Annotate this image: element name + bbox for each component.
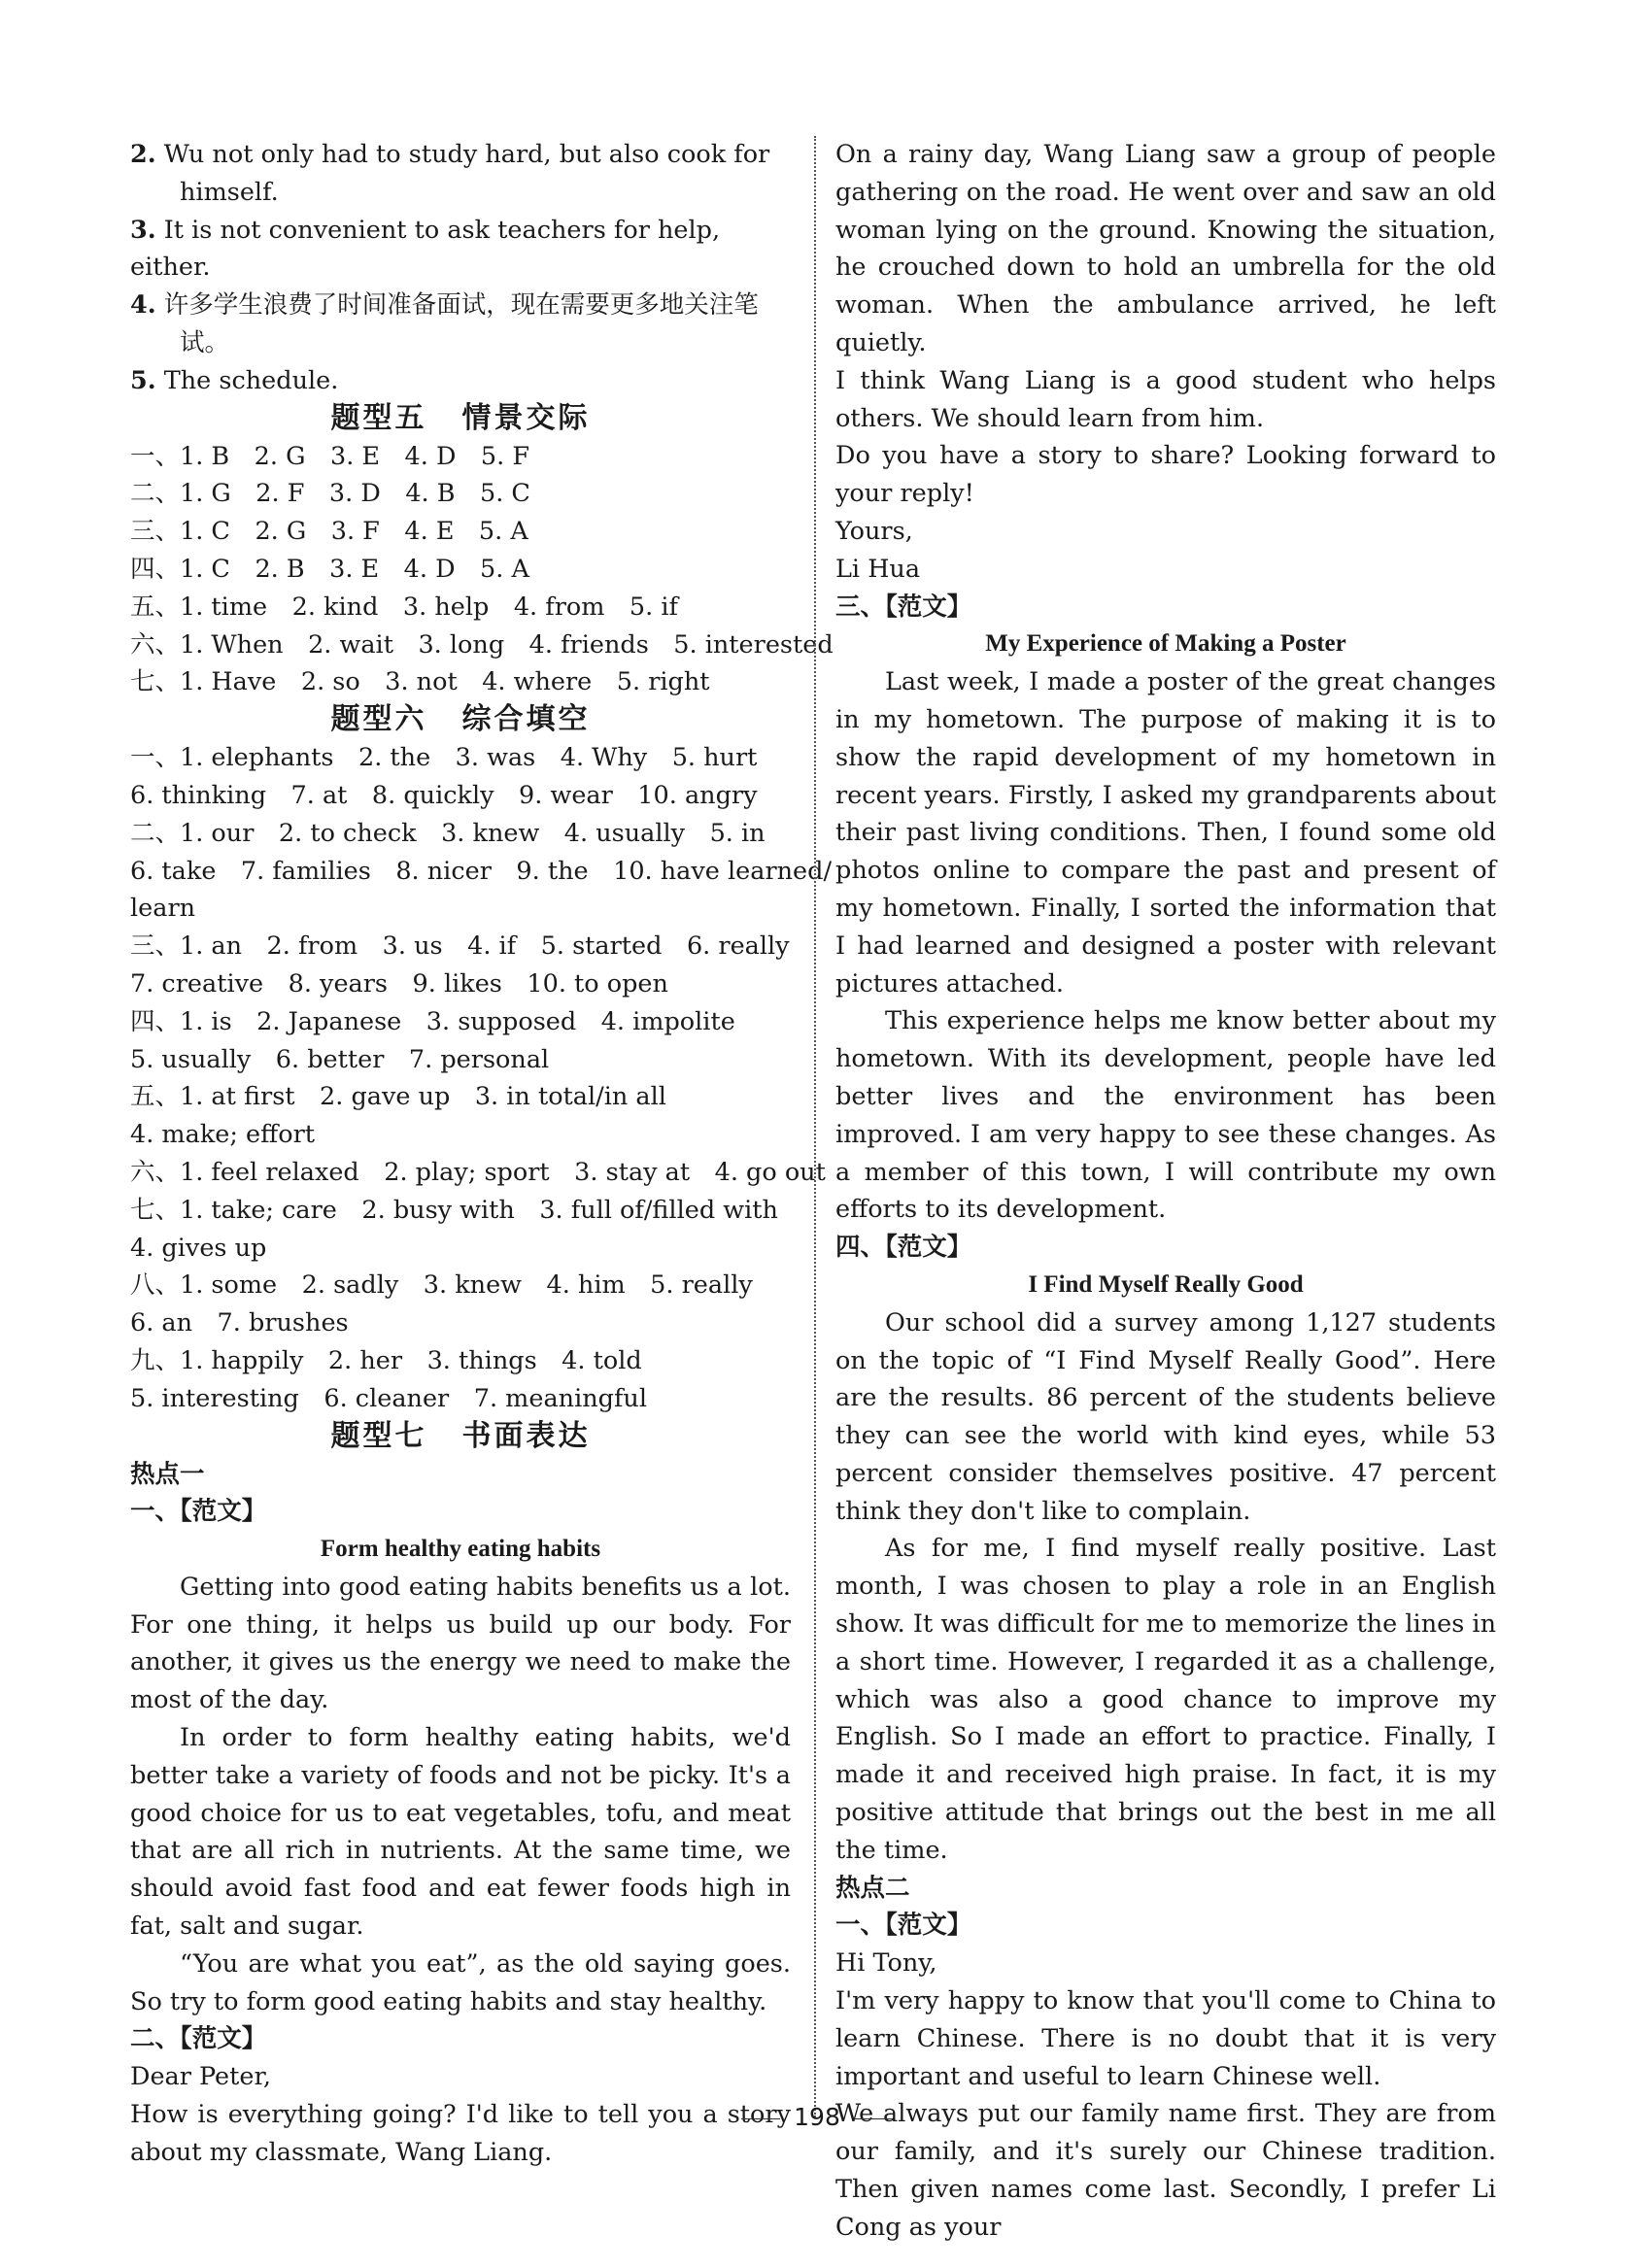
answer-3: 3. It is not convenient to ask teachers for help, either. bbox=[130, 215, 721, 283]
essay-paragraph: On a rainy day, Wang Liang saw a group of people gathering on the road. He went over and saw an old woman lying on the ground. Knowing the situation, he crouched down to hold an umbrella for the old woman. When the ambulance arrived, he left quietly. bbox=[835, 140, 1496, 357]
type5-answers bbox=[130, 438, 834, 702]
answer-5: 5. The schedule. bbox=[130, 365, 339, 395]
essay-paragraph: Our school did a survey among 1,127 students on the topic of “I Find Myself Really Good”. Here are the results. 86 percent of the students believe they can see the world with kind eyes, while 53 percent consider themselves positive. 47 percent think they don't like to complain. bbox=[835, 1307, 1496, 1526]
answer-row: 四、1. is 2. Japanese 3. supposed 4. impolite bbox=[130, 1006, 735, 1036]
answer-row: 七、1. take; care 2. busy with 3. full of/filled with bbox=[130, 1195, 778, 1225]
answer-row: 5. interesting 6. cleaner 7. meaningful bbox=[130, 1383, 647, 1413]
answer-row: 六、1. When 2. wait 3. long 4. friends 5. interested bbox=[130, 629, 834, 660]
answer-row: 4. gives up bbox=[130, 1233, 267, 1263]
answer-row: 二、1. G 2. F 3. D 4. B 5. C bbox=[130, 479, 530, 509]
answer-row: 四、1. C 2. B 3. E 4. D 5. A bbox=[130, 554, 529, 584]
answer-row: 五、1. time 2. kind 3. help 4. from 5. if bbox=[130, 592, 678, 622]
essay-title: I Find Myself Really Good bbox=[1028, 1270, 1304, 1298]
answer-row: 六、1. feel relaxed 2. play; sport 3. stay at 4. go out bbox=[130, 1157, 826, 1187]
page-number: 198 bbox=[0, 2103, 1634, 2131]
essay-title: My Experience of Making a Poster bbox=[985, 630, 1346, 658]
section-heading-type5: 题型五 情景交际 bbox=[330, 400, 591, 435]
essay-paragraph: I think Wang Liang is a good student who helps others. We should learn from him. bbox=[835, 365, 1496, 433]
answer-row: 6. thinking 7. at 8. quickly 9. wear 10. angry bbox=[130, 780, 758, 810]
letter-signature: Li Hua bbox=[835, 554, 921, 584]
letter-greeting: Dear Peter, bbox=[130, 2062, 271, 2092]
essay-paragraph: I'm very happy to know that you'll come to China to learn Chinese. There is no doubt that it is very important and useful to learn Chinese well. bbox=[835, 1986, 1496, 2091]
essay-title: Form healthy eating habits bbox=[320, 1536, 601, 1563]
answer-row: 5. usually 6. better 7. personal bbox=[130, 1044, 550, 1074]
essay-paragraph: How is everything going? I'd like to tell you a story about my classmate, Wang Liang. bbox=[130, 2100, 791, 2167]
answer-row: 7. creative 8. years 9. likes 10. to open bbox=[130, 968, 668, 999]
answer-row: 4. make; effort bbox=[130, 1120, 316, 1150]
essay-label: 一、【范文】 bbox=[835, 1911, 972, 1941]
hot-topic-1: 热点一 bbox=[130, 1459, 205, 1489]
page-number-dash-left bbox=[741, 2118, 780, 2119]
essay-paragraph: “You are what you eat”, as the old saying goes. So try to form good eating habits and stay healthy. bbox=[130, 1948, 791, 2016]
answer-row: learn bbox=[130, 894, 196, 924]
letter-closing: Yours, bbox=[835, 516, 913, 546]
answer-row: 一、1. B 2. G 3. E 4. D 5. F bbox=[130, 441, 530, 471]
answer-2: 2. Wu not only had to study hard, but also cook for himself. bbox=[130, 140, 770, 207]
essay-paragraph: We always put our family name first. They are from our family, and it's surely our Chinese tradition. Then given names come last. Secondly, I prefer Li Cong as your bbox=[835, 2099, 1496, 2242]
answer-row: 三、1. C 2. G 3. F 4. E 5. A bbox=[130, 517, 528, 547]
answer-row: 二、1. our 2. to check 3. knew 4. usually 5. in bbox=[130, 818, 766, 848]
essay-paragraph: Getting into good eating habits benefits us a lot. For one thing, it helps us build up our body. For another, it gives us the energy we need to make the most of the day. bbox=[130, 1572, 791, 1715]
essay-label: 四、【范文】 bbox=[835, 1233, 972, 1263]
essay-label: 三、【范文】 bbox=[835, 592, 972, 622]
hot-topic-2: 热点二 bbox=[835, 1873, 910, 1903]
answer-row: 一、1. elephants 2. the 3. was 4. Why 5. hurt bbox=[130, 743, 758, 773]
right-column bbox=[835, 136, 1496, 2247]
answer-4: 4. 许多学生浪费了时间准备面试，现在需要更多地关注笔试。 bbox=[130, 290, 759, 357]
answer-row: 6. an 7. brushes bbox=[130, 1308, 349, 1338]
essay-paragraph: Do you have a story to share? Looking forward to your reply! bbox=[835, 441, 1496, 509]
answer-row: 五、1. at first 2. gave up 3. in total/in all bbox=[130, 1082, 666, 1112]
essay-label: 二、【范文】 bbox=[130, 2024, 267, 2054]
column-divider bbox=[814, 136, 816, 2117]
essay-paragraph: Last week, I made a poster of the great changes in my hometown. The purpose of making it is to show the rapid development of my hometown in recent years. Firstly, I asked my grandparents about their past living conditions. Then, I found some old photos online to compare the past and present of my hometown. Finally, I sorted the information that I had learned and designed a poster with relevant pictures attached. bbox=[835, 667, 1496, 999]
answer-row: 九、1. happily 2. her 3. things 4. told bbox=[130, 1345, 642, 1375]
section-heading-type6: 题型六 综合填空 bbox=[330, 702, 591, 737]
type6-answers bbox=[130, 739, 833, 1417]
letter-greeting: Hi Tony, bbox=[835, 1948, 937, 1979]
essay-label: 一、【范文】 bbox=[130, 1497, 267, 1527]
essay-paragraph: As for me, I find myself really positive. Last month, I was chosen to play a role in an English show. It was difficult for me to memorize the lines in a short time. However, I regarded it as a challenge, which was also a good chance to improve my English. So I made an effort to practice. Finally, I made it and received high praise. In fact, it is my positive attitude that brings out the best in me all the time. bbox=[835, 1534, 1496, 1865]
section-heading-type7: 题型七 书面表达 bbox=[330, 1418, 591, 1453]
answer-row: 6. take 7. families 8. nicer 9. the 10. have learned/ bbox=[130, 856, 833, 886]
page-number-dash-right bbox=[854, 2118, 893, 2119]
answer-row: 七、1. Have 2. so 3. not 4. where 5. right bbox=[130, 667, 710, 697]
essay-paragraph: In order to form healthy eating habits, we'd better take a variety of foods and not be picky. It's a good choice for us to eat vegetables, tofu, and meat that are all rich in nutrients. At the same time, we should avoid fast food and eat fewer foods high in fat, salt and sugar. bbox=[130, 1723, 791, 1942]
answer-row: 三、1. an 2. from 3. us 4. if 5. started 6. really bbox=[130, 931, 790, 962]
answer-row: 八、1. some 2. sadly 3. knew 4. him 5. really bbox=[130, 1270, 753, 1301]
essay-paragraph: This experience helps me know better about my hometown. With its development, people have led better lives and the environment has been improved. I am very happy to see these changes. As a member of this town, I will contribute my own efforts to its development. bbox=[835, 1006, 1496, 1225]
